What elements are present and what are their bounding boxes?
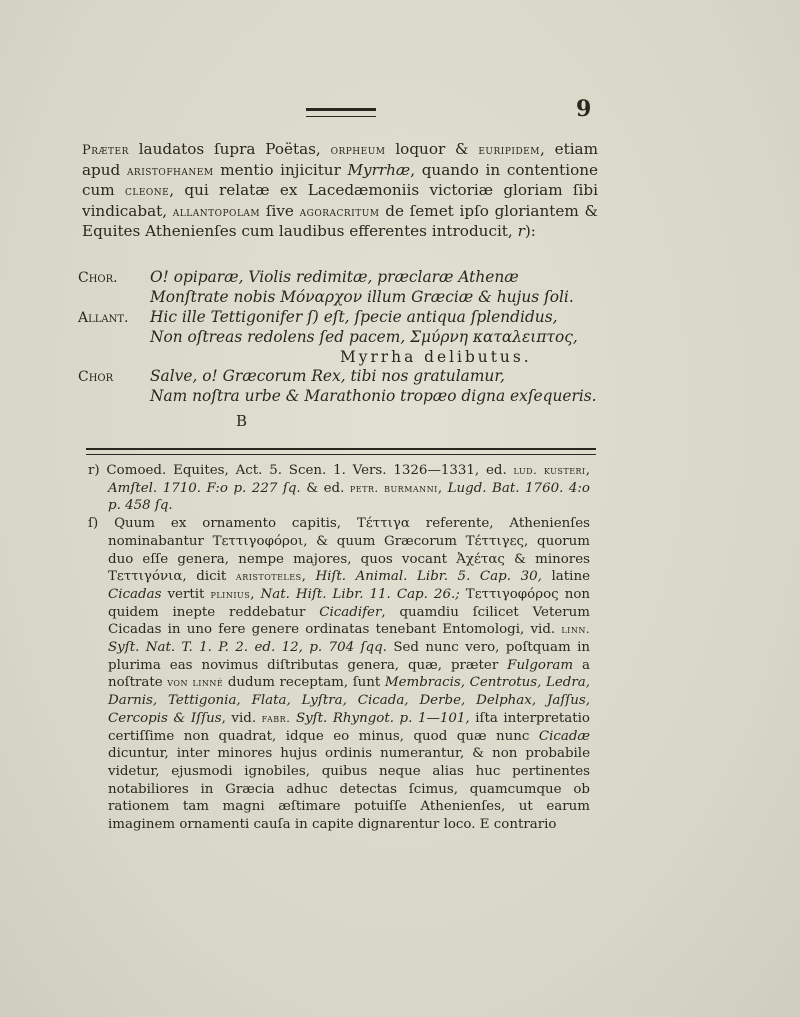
verse-block [78,268,608,407]
verse-text: Hic ille Tettigonifer ſ) eſt, ſpecie antiqua ſplendidus, [150,307,558,326]
intro-text-13: allantopolam [172,204,261,220]
intro-text-11: cleone [124,184,170,200]
page-number: 9 [576,96,592,122]
verse-text: Salve, o! Græcorum Rex, tibi nos gratulamur, [150,367,505,386]
fn-text: Syſt. Nat. T. 1. P. 2. ed. 12, p. 704 ſqq. [108,640,387,656]
fn-text: Cicadæ [538,728,590,744]
fn-text: , vid. [221,710,262,726]
intro-text-7: aristofhanem [126,163,214,179]
fn-text: lud. kusteri [513,463,586,477]
fn-text: & ed. [300,480,350,496]
verse-line-1 [78,268,608,288]
fn-text: r) Comoed. Equites, Act. 5. Scen. 1. Vers. 1326—1331, ed. [88,463,514,478]
verse-line-4 [78,328,608,347]
fn-text: Syſt. Rhyngot. p. 1—101, [295,710,470,726]
fn-text: , [437,480,448,496]
fn-text: latine [541,569,590,585]
fn-text: Amſtel. 1710. F:o p. 227 ſq. [108,480,301,496]
intro-text-1: Præter [82,143,129,158]
intro-text-15: agoracritum [299,204,380,220]
verse-line-6 [78,367,608,387]
verse-text: Nam noſtra urbe & Marathonio tropæo digna exſequeris. [150,387,597,406]
fn-text: Hiſt. Animal. Libr. 5. Cap. 30, [315,569,542,585]
intro-text-17: r [517,222,525,241]
fn-text: von linné [167,675,224,690]
verse-text: O! opiparæ, Violis redimitæ, præclaræ Athenæ [150,268,519,286]
intro-text-12: , qui relatæ ex Lacedæmoniis victoriæ gloriam ſibi vindicabat, [82,181,598,220]
fn-text: plinius [210,586,251,601]
footnotes [88,462,590,834]
fn-text: Sed nunc vero, poſtquam in plurima eas novimus diſtributas genera, quæ, præter [108,640,590,673]
header-rule [306,108,376,117]
intro-text-8: mentio injicitur [213,160,348,179]
fn-text: linn. [561,622,590,637]
fn-text: ſ) Quum ex ornamento capitis, Τέττιγα referente, Athenienſes nominabantur Τεττιγοφόροι, & quum Græcorum Τέττιγες, quorum duo eſſe genera, nempe majores, quos vocant Ἀχέτας & minores Τεττιγόνια, dicit [88,516,590,585]
fn-text: , [585,463,590,478]
fn-text: iſta interpretatio certiſſime non quadrat, idque eo minus, quod quæ nunc [108,710,590,744]
signature-mark: B [236,412,248,430]
intro-text-6: , etiam apud [82,140,599,179]
intro-text-5: euripidem [478,143,540,158]
fn-text: dudum receptam, ſunt [223,675,385,691]
intro-text-18: ): [524,222,536,241]
fn-text: Membracis, Centrotus, Ledra, Darnis, Tettigonia, Flata, Lyſtra, Cicada, Derbe, Delphax, Jaſſus, Cercopis & Iſſus [108,675,590,726]
speaker-chor: Chor. [78,270,118,286]
footnote-separator [86,448,596,455]
intro-text-2: laudatos ſupra Poëtas, [128,140,331,158]
intro-text-16: de ſemet ipſo gloriantem & Equites Athenienſes cum laudibus efferentes introducit, [82,201,598,241]
fn-text: , [301,569,316,585]
verse-line-5 [78,348,608,367]
fn-text: aristoteles [235,569,302,584]
fn-text: Lugd. Bat. 1760. 4:o p. 458 ſq. [108,480,590,514]
fn-text: Fulgoram [507,657,574,673]
verse-text: Non oſtreas redolens ſed pacem, Σμύρνη καταλειπτος, [150,328,578,347]
verse-line-3 [78,308,608,328]
fn-text: a noſtrate [108,657,590,691]
fn-text: Cicadifer [319,604,382,620]
fn-text: fabr. [261,710,291,725]
verse-line-2 [78,288,608,307]
intro-text-14: ſive [260,201,300,220]
footnote-s [88,515,590,834]
speaker-allant: Allant. [78,309,129,326]
verse-line-7 [78,387,608,406]
intro-paragraph [82,140,598,242]
intro-text-4: loquor & [385,140,479,158]
intro-text-10: , quando in contentione cum [82,160,598,200]
intro-text-9: Myrrhæ [347,160,411,179]
intro-text-3: orpheum [330,143,386,158]
verse-text: Myrrha delibutus. [340,347,532,366]
verse-text: Monſtrate nobis Μόναρχον illum Græciæ & hujus ſoli. [150,288,574,307]
footnote-r [88,462,590,515]
fn-text: vertit [161,586,211,602]
fn-text: Cicadas [108,586,162,602]
fn-text: petr. burmanni [349,480,438,495]
fn-text: , [250,586,261,602]
fn-text: , quamdiu ſcilicet Veterum Cicadas in uno fere genere ordinatas tenebant Entomologi, vid. [108,604,590,638]
fn-text: dicuntur, inter minores hujus ordinis numerantur, & non probabile videtur, ejusmodi ignobiles, quibus neque alias huc pertinentes notabiliores in Græcia adhuc detectas ſcimus, quamcumque ob rationem tam magni æſtimare potuiſſe Athenienſes, ut earum imaginem ornamenti cauſa in capite dignarentur loco. E contrario [108,746,590,833]
fn-text: Nat. Hiſt. Libr. 11. Cap. 26.; [260,586,460,602]
fn-text: Τεττιγοφόρος non quidem inepte reddebatur [108,586,591,620]
speaker-chor: Chor [78,369,114,386]
